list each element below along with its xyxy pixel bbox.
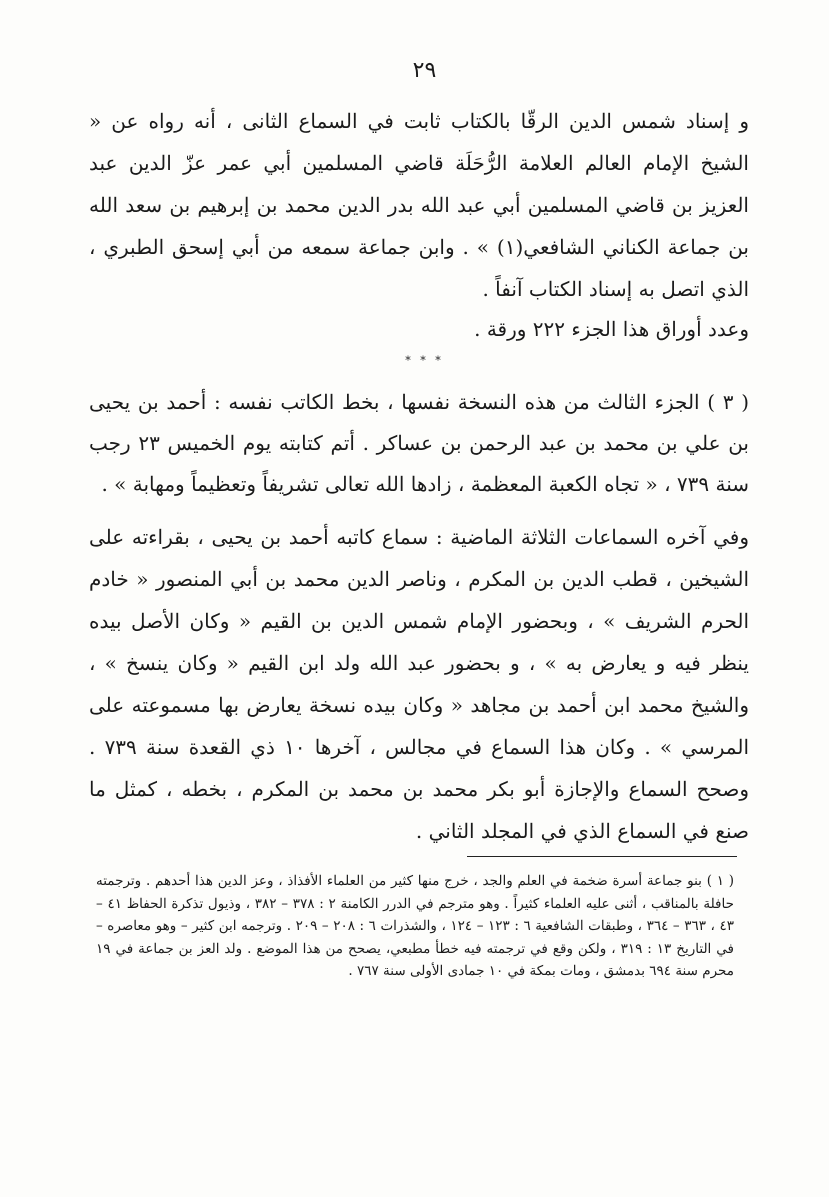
paragraph-text: وفي آخره السماعات الثلاثة الماضية : سماع كاتبه أحمد بن يحيى ، بقراءته على الشيخين ، قطب الدين بن المكرم ، وناصر الدين محمد بن أبي المنصور « خادم الحرم الشريف » ، وبحضور الإمام شمس الدين بن القيم « وكان الأصل بيده ينظر فيه و يعارض به » ، و بحضور عبد الله ولد ابن القيم « وكان ينسخ » ، والشيخ محمد ابن أحمد بن مجاهد « وكان بيده نسخة يعارض بها مسموعته على المرسي » . وكان هذا السماع في مجالس ، آخرها ١٠ ذي القعدة سنة ٧٣٩ . وصحح السماع والإجازة أبو بكر محمد بن محمد بن المكرم ، بخطه ، كمثل ما صنع في السماع الذي في المجلد الثاني .: [89, 525, 750, 843]
paragraph-part-three: [89, 382, 749, 505]
page-number: ٢٩: [412, 58, 437, 83]
paragraph-leaf-count: [89, 308, 749, 350]
paragraph-text: ( ٣ ) الجزء الثالث من هذه النسخة نفسها ، بخط الكاتب نفسه : أحمد بن يحيى بن علي بن محمد بن عبد الرحمن بن عساكر . أتم كتابته يوم الخميس ٢٣ رجب سنة ٧٣٩ ، « تجاه الكعبة المعظمة ، زادها الله تعالى تشريفاً وتعظيماً ومهابة » .: [89, 390, 749, 496]
paragraph-text: وعدد أوراق هذا الجزء ٢٢٢ ورقة .: [474, 317, 749, 341]
paragraph-samaat: [89, 516, 749, 852]
paragraph-text: و إسناد شمس الدين الرقّا بالكتاب ثابت في السماع الثانى ، أنه رواه عن « الشيخ الإمام العالم العلامة الرُّحَلَة قاضي المسلمين أبي عمر عزّ الدين عبد العزيز بن قاضي المسلمين أبي عبد الله بدر الدين محمد بن إبرهيم بن سعد الله بن جماعة الكناني الشافعي(١) » . وابن جماعة سمعه من أبي إسحق الطبري ، الذي اتصل به إسناد الكتاب آنفاً .: [89, 109, 750, 301]
section-separator: * * *: [405, 354, 444, 367]
footnote-1: ( ١ ) بنو جماعة أسرة ضخمة في العلم والجد ، خرج منها كثير من العلماء الأفذاذ ، وعز الدين هذا أحدهم . وترجمته حافلة بالمناقب ، أثنى عليه العلماء كثيراً . وهو مترجم في الدرر الكامنة ٢ : ٣٧٨ – ٣٨٢ ، وذيول تذكرة الحفاظ ٤١ – ٤٣ ، ٣٦٣ – ٣٦٤ ، وطبقات الشافعية ٦ : ١٢٣ – ١٢٤ ، والشذرات ٦ : ٢٠٨ – ٢٠٩ . وترجمه ابن كثير – وهو معاصره – في التاريخ ١٣ : ٣١٩ ، ولكن وقع في ترجمته فيه خطأ مطبعي، يصحح من هذا الموضع . ولد العز بن جماعة في ١٩ محرم سنة ٦٩٤ بدمشق ، ومات بمكة في ١٠ جمادى الأولى سنة ٧٦٧ .: [96, 873, 735, 979]
footnotes: [96, 870, 734, 983]
footnote-divider: [467, 856, 737, 857]
paragraph-isnad: [89, 100, 749, 310]
